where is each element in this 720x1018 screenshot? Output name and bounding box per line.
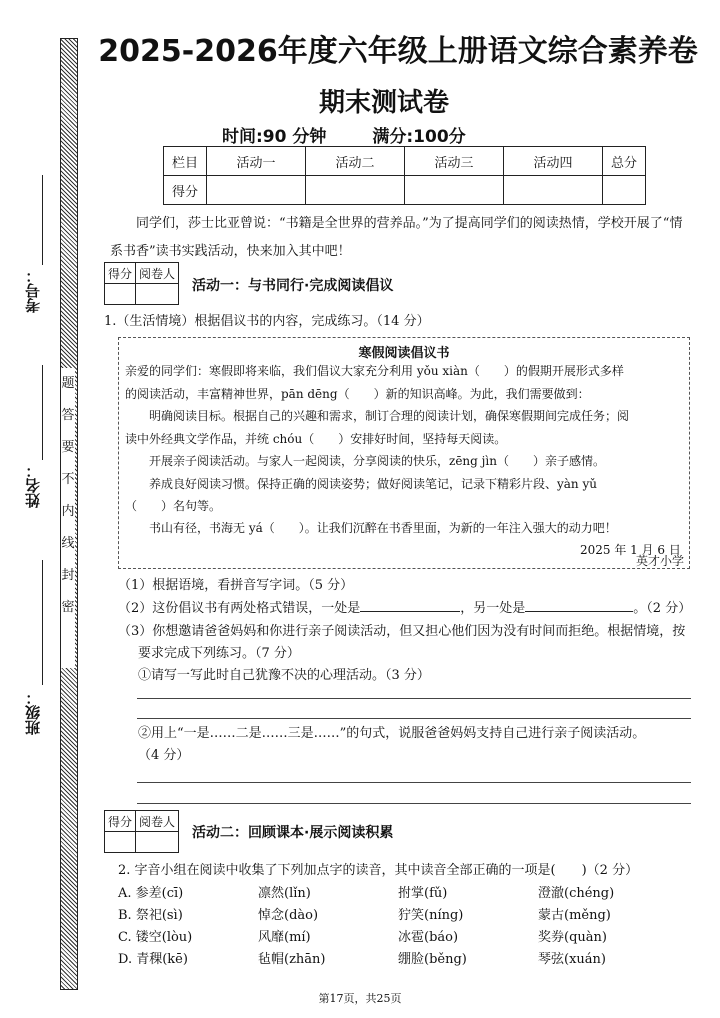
seal-char: 密 <box>61 600 75 615</box>
seal-char: 题 <box>61 376 75 391</box>
letter-date: 2025 年 1 月 6 日 <box>580 543 681 557</box>
option-c-4: 奖券(quàn) <box>538 930 607 945</box>
kaohao-line <box>42 175 43 265</box>
option-c-3: 冰雹(báo) <box>398 930 459 945</box>
question-2: 2. 字音小组在阅读中收集了下列加点字的读音，其中读音全部正确的一项是( )（2 分） <box>118 863 639 878</box>
grader-score-cell[interactable] <box>105 832 136 853</box>
answer-line[interactable] <box>137 782 691 783</box>
option-b-4: 蒙古(měng) <box>538 908 611 923</box>
letter-line: 养成良好阅读习惯。保持正确的阅读姿势；做好阅读笔记，记录下精彩片段、yàn yǔ <box>125 477 597 491</box>
exam-title: 2025-2026年度六年级上册语文综合素养卷 <box>98 34 698 69</box>
score-col-header: 活动二 <box>306 147 405 176</box>
score-cell[interactable] <box>504 176 603 205</box>
option-b-1[interactable]: B. 祭祀(sì) <box>118 908 183 923</box>
answer-line[interactable] <box>137 698 691 699</box>
seal-char: 要 <box>61 440 75 455</box>
grader-name-cell[interactable] <box>136 284 179 305</box>
full-score: 满分:100分 <box>372 127 466 147</box>
grader-score-cell[interactable] <box>105 284 136 305</box>
sub-question-3-2-cont: （4 分） <box>138 748 190 763</box>
option-d-3: 绷脸(běng) <box>398 952 467 967</box>
sub-question-3-1: ①请写一写此时自己犹豫不决的心理活动。（3 分） <box>138 668 430 683</box>
activity1-title: 活动一：与书同行·完成阅读倡议 <box>192 278 394 294</box>
seal-char: 答 <box>61 408 75 423</box>
score-cell[interactable] <box>306 176 405 205</box>
letter-line: 明确阅读目标。根据自己的兴趣和需求，制订合理的阅读计划，确保寒假期间完成任务；阅 <box>125 409 630 423</box>
letter-line: 书山有径，书海无 yá（ ）。让我们沉醉在书香里面，为新的一年注入强大的动力吧！ <box>125 521 617 535</box>
class-field[interactable]: 班级： <box>24 690 42 735</box>
kaohao-field[interactable]: 考号： <box>24 268 42 313</box>
answer-blank[interactable] <box>360 611 460 612</box>
letter-line: （ ）名句等。 <box>125 499 222 513</box>
seal-char: 内 <box>61 504 75 519</box>
grader-box-1: 得分 阅卷人 <box>104 262 179 305</box>
score-col-header: 栏目 <box>164 147 207 176</box>
score-col-header: 总分 <box>603 147 646 176</box>
answer-line[interactable] <box>137 803 691 804</box>
answer-line[interactable] <box>137 718 691 719</box>
class-line <box>42 560 43 685</box>
score-col-header: 活动一 <box>207 147 306 176</box>
option-c-1[interactable]: C. 镂空(lòu) <box>118 930 193 945</box>
option-d-4: 琴弦(xuán) <box>538 952 606 967</box>
sub-question-1: （1）根据语境，看拼音写字词。（5 分） <box>118 578 354 593</box>
seal-char: 不 <box>61 472 75 487</box>
option-a-2: 凛然(lǐn) <box>258 886 311 901</box>
score-col-header: 活动三 <box>405 147 504 176</box>
question-1: 1.（生活情境）根据倡议书的内容，完成练习。（14 分） <box>104 314 430 329</box>
score-cell[interactable] <box>603 176 646 205</box>
option-c-2: 风靡(mí) <box>258 930 311 945</box>
sub-question-3-cont: 要求完成下列练习。（7 分） <box>138 646 300 661</box>
option-a-4: 澄澈(chéng) <box>538 886 615 901</box>
letter-line: 开展亲子阅读活动。与家人一起阅读，分享阅读的快乐，zēng jìn（ ）亲子感情。 <box>125 454 605 468</box>
exam-subtitle: 期末测试卷 <box>318 88 449 118</box>
sub-question-3: （3）你想邀请爸爸妈妈和你进行亲子阅读活动，但又担心他们因为没有时间而拒绝。根据情境，按 <box>118 624 686 639</box>
option-b-3: 狞笑(níng) <box>398 908 464 923</box>
sub-question-3-2: ②用上“一是……二是……三是……”的句式，说服爸爸妈妈支持自己进行亲子阅读活动。 <box>138 726 646 741</box>
sub-question-2: （2）这份倡议书有两处格式错误，一处是 ，另一处是 。（2 分） <box>118 601 692 616</box>
exam-time: 时间:90 分钟 <box>222 127 327 147</box>
option-a-3: 拊掌(fǔ) <box>398 886 448 901</box>
name-field[interactable]: 姓名： <box>24 463 42 508</box>
answer-blank[interactable] <box>525 611 633 612</box>
grader-name-cell[interactable] <box>136 832 179 853</box>
seal-line-text <box>61 368 75 668</box>
score-row-label: 得分 <box>164 176 207 205</box>
time-info <box>222 122 512 147</box>
grader-box-2: 得分 阅卷人 <box>104 810 179 853</box>
score-cell[interactable] <box>405 176 504 205</box>
option-d-2: 毡帽(zhān) <box>258 952 326 967</box>
letter-heading: 寒假阅读倡议书 <box>358 346 450 361</box>
score-cell[interactable] <box>207 176 306 205</box>
letter-line: 亲爱的同学们：寒假即将来临，我们倡议大家充分利用 yǒu xiàn（ ）的假期开展形式多样 <box>125 364 624 378</box>
seal-char: 线 <box>61 536 75 551</box>
intro-paragraph: 同学们，莎士比亚曾说：“书籍是全世界的营养品。”为了提高同学们的阅读热情，学校开展了“情 系书香”读书实践活动，快来加入其中吧！ <box>110 216 683 259</box>
page-footer: 第17页，共25页 <box>318 992 402 1005</box>
score-col-header: 活动四 <box>504 147 603 176</box>
letter-line: 的阅读活动，丰富精神世界，pān dēng（ ）新的知识高峰。为此，我们需要做到： <box>125 387 590 401</box>
activity2-title: 活动二：回顾课本·展示阅读积累 <box>192 825 394 841</box>
option-a-1[interactable]: A. 参差(cī) <box>118 886 184 901</box>
seal-char: 封 <box>61 568 75 583</box>
name-line <box>42 365 43 460</box>
letter-signer: 英才小学 <box>636 554 685 568</box>
option-b-2: 悼念(dào) <box>258 908 319 923</box>
score-table <box>163 146 646 205</box>
letter-line: 读中外经典文学作品，并统 chóu（ ）安排好时间，坚持每天阅读。 <box>125 432 507 446</box>
option-d-1[interactable]: D. 青稞(kē) <box>118 952 188 967</box>
